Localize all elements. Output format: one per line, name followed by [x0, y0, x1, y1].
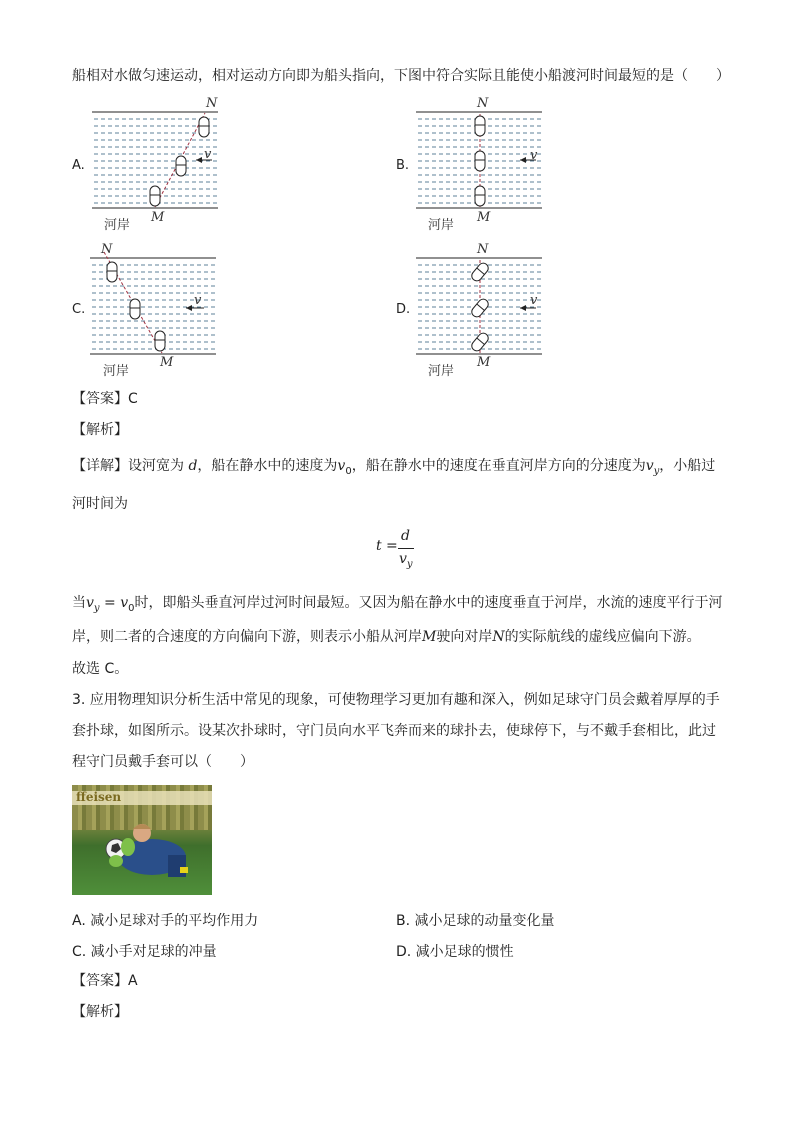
sub-y: y	[93, 602, 100, 614]
figure-a	[92, 95, 222, 220]
q2-detail-line-1	[72, 456, 715, 482]
figure-a-bank: 河岸	[104, 218, 131, 233]
q3-choice-c: C. 减小手对足球的冲量	[72, 944, 217, 960]
figure-a-v: v	[204, 147, 212, 162]
equals: =	[99, 595, 121, 611]
fraction-bar	[398, 548, 414, 549]
figure-b-m: M	[477, 210, 491, 225]
q2-analysis-tag: 【解析】	[72, 422, 128, 438]
goalkeeper-photo	[72, 785, 212, 895]
q3-analysis-tag: 【解析】	[72, 1004, 128, 1020]
option-a-label: A.	[72, 158, 85, 173]
q2-conclusion: 故选 C。	[72, 661, 129, 677]
q2-detail-line-4	[72, 627, 701, 647]
figure-b-n: N	[477, 96, 489, 111]
detail-text: 的实际航线的虚线应偏向下游。	[504, 629, 701, 645]
figure-b	[416, 95, 546, 220]
figure-d-n: N	[477, 242, 489, 257]
figure-a-n: N	[206, 96, 218, 111]
answer-value: C	[128, 391, 138, 407]
q2-answer-line	[72, 389, 138, 409]
figure-d-m: M	[477, 355, 491, 370]
detail-text: 设河宽为	[128, 458, 184, 474]
var-v: v	[645, 458, 654, 474]
den-sub: y	[406, 558, 413, 570]
formula-t: t	[376, 538, 382, 554]
figure-b-v: v	[530, 148, 538, 163]
var-v: v	[120, 595, 129, 611]
option-c-label: C.	[72, 302, 86, 317]
detail-text: 时，即船头垂直河岸过河时间最短。又因为船在静水中的速度垂直于河岸，水流的速度平行于河	[134, 595, 723, 611]
var-n: N	[492, 629, 505, 645]
answer-tag: 【答案】	[72, 973, 128, 989]
ad-board-text: ffeisen	[76, 790, 122, 804]
detail-text: 岸，则二者的合速度的方向偏向下游，则表示小船从河岸	[72, 629, 422, 645]
answer-value: A	[128, 973, 138, 989]
q3-choice-b: B. 减小足球的动量变化量	[396, 913, 555, 929]
detail-text: ，小船过	[659, 458, 716, 474]
var-m: M	[422, 629, 437, 645]
q2-stem: 船相对水做匀速运动，相对运动方向即为船头指向，下图中符合实际且能使小船渡河时间最短的是（ ）	[72, 68, 730, 84]
formula-numerator: d	[401, 528, 410, 544]
var-d: d	[188, 458, 198, 474]
q3-stem-line-3: 程守门员戴手套可以（ ）	[72, 754, 254, 770]
figure-c-bank: 河岸	[103, 364, 130, 379]
figure-d	[416, 242, 546, 362]
detail-text: ，船在静水中的速度在垂直河岸方向的分速度为	[351, 458, 646, 474]
detail-text: ，船在静水中的速度为	[197, 458, 338, 474]
detail-text: 驶向对岸	[436, 629, 493, 645]
option-b-label: B.	[396, 158, 410, 173]
figure-d-bank: 河岸	[428, 364, 455, 379]
formula-equals: =	[386, 538, 398, 554]
var-v: v	[86, 595, 94, 611]
figure-d-v: v	[530, 293, 538, 308]
figure-a-m: M	[151, 210, 165, 225]
q2-detail-line-2: 河时间为	[72, 496, 128, 512]
den-v: v	[399, 551, 407, 567]
detail-text: 当	[72, 595, 86, 611]
goalkeeper-figure	[102, 815, 192, 885]
figure-c-m: M	[160, 355, 174, 370]
sub-y: y	[653, 465, 660, 477]
option-d-label: D.	[396, 302, 411, 317]
var-v: v	[337, 458, 346, 474]
q3-stem-line-1: 3. 应用物理知识分析生活中常见的现象，可使物理学习更加有趣和深入，例如足球守门员会戴着厚厚的手	[72, 692, 720, 708]
answer-tag: 【答案】	[72, 391, 128, 407]
q3-choice-d: D. 减小足球的惯性	[396, 944, 514, 960]
q3-answer-line	[72, 971, 138, 991]
sub-0: 0	[345, 465, 352, 477]
figure-b-bank: 河岸	[428, 218, 455, 233]
figure-c-v: v	[194, 293, 202, 308]
detail-tag: 【详解】	[72, 458, 128, 474]
q2-detail-line-3	[72, 593, 723, 619]
formula-denominator	[399, 551, 413, 570]
figure-c-n: N	[101, 242, 113, 257]
sub-0: 0	[128, 602, 135, 614]
q3-choice-a: A. 减小足球对手的平均作用力	[72, 913, 259, 929]
q3-stem-line-2: 套扑球，如图所示。设某次扑球时，守门员向水平飞奔而来的球扑去，使球停下，与不戴手套相比，此过	[72, 723, 716, 739]
